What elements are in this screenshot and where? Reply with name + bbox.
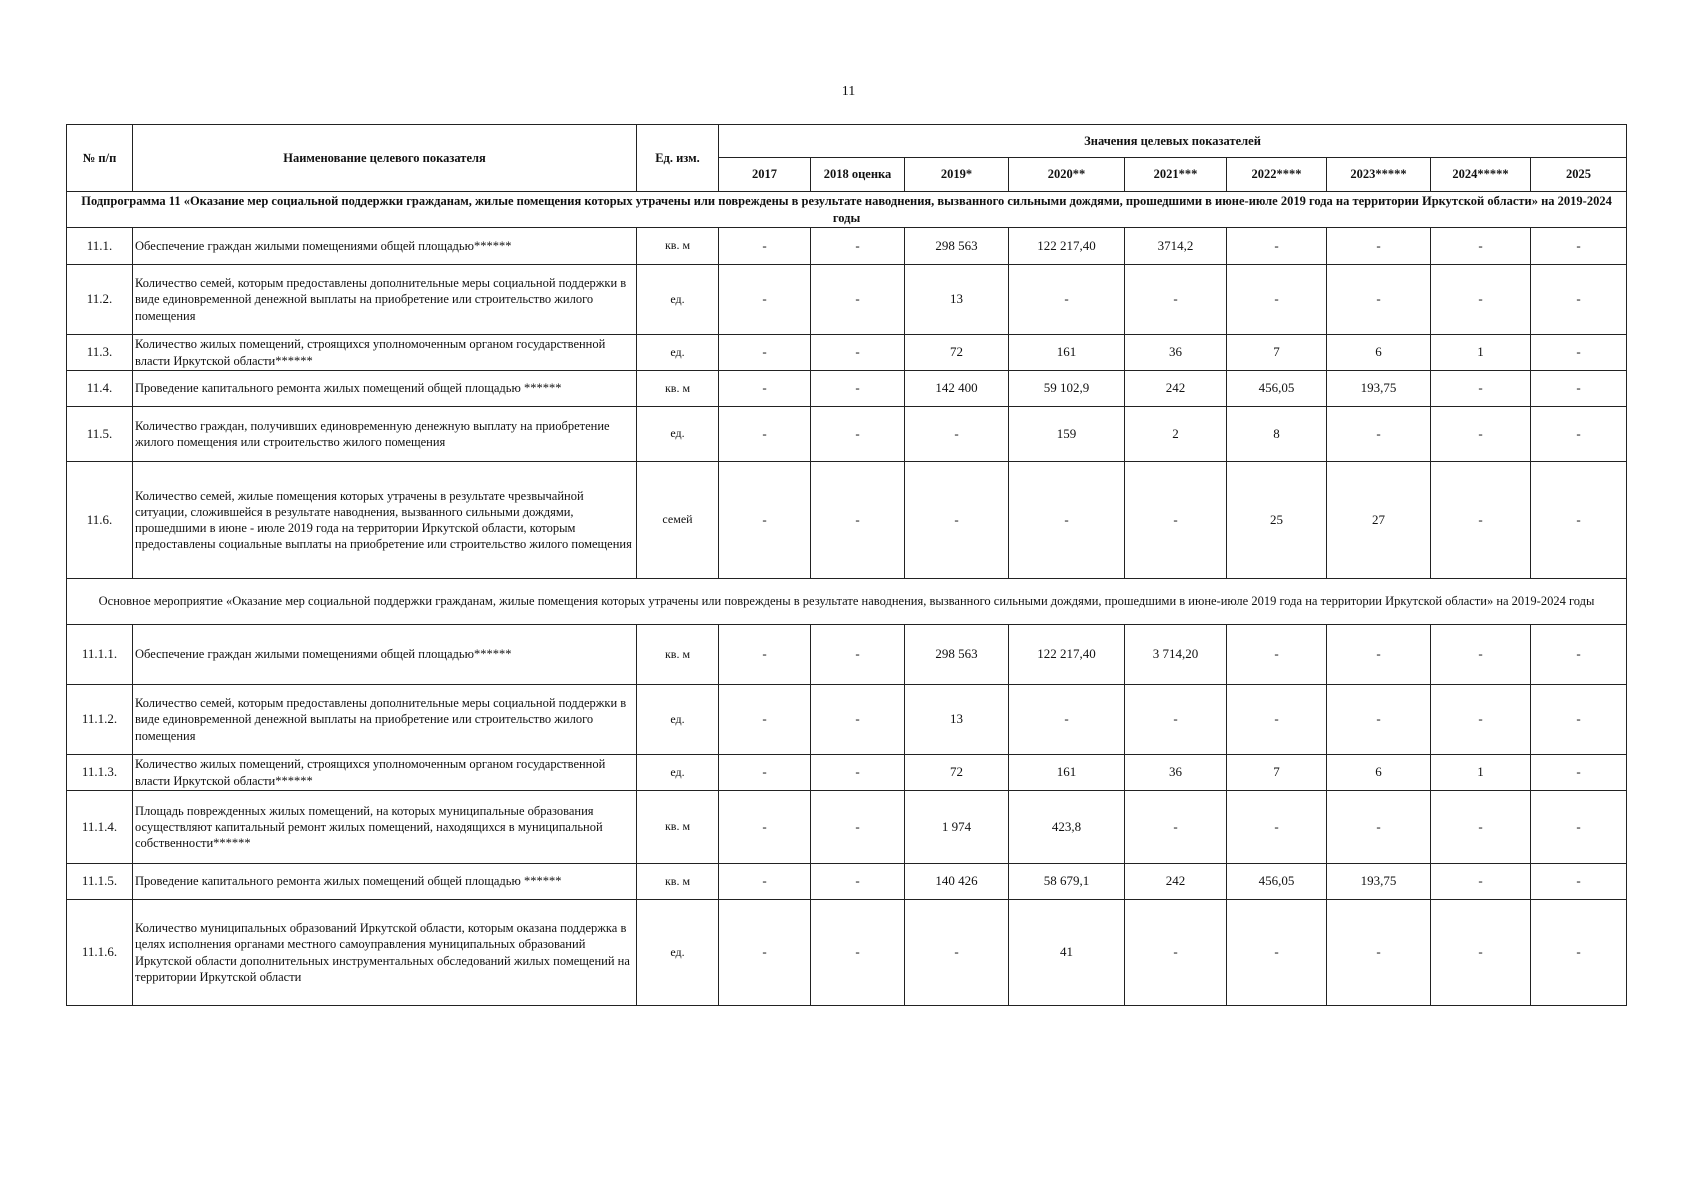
indicator-value: -: [1531, 864, 1627, 900]
indicator-value: -: [811, 265, 905, 335]
row-number: 11.1.5.: [67, 864, 133, 900]
indicator-value: -: [1531, 685, 1627, 755]
indicator-value: 7: [1227, 755, 1327, 791]
indicator-value: -: [719, 755, 811, 791]
indicator-value: 6: [1327, 755, 1431, 791]
indicator-value: -: [811, 228, 905, 265]
indicator-value: 41: [1009, 900, 1125, 1006]
indicator-value: 242: [1125, 864, 1227, 900]
indicator-value: -: [1431, 864, 1531, 900]
row-number: 11.1.3.: [67, 755, 133, 791]
indicator-name: Проведение капитального ремонта жилых помещений общей площадью ******: [133, 864, 637, 900]
table-row: [67, 864, 1627, 900]
target-indicators-table: [66, 124, 1627, 1006]
unit-of-measure: кв. м: [637, 371, 719, 407]
indicator-value: -: [1531, 265, 1627, 335]
header-name: Наименование целевого показателя: [133, 125, 637, 192]
indicator-value: -: [719, 407, 811, 462]
indicator-value: 13: [905, 685, 1009, 755]
indicator-value: -: [905, 462, 1009, 579]
indicator-value: -: [1125, 265, 1227, 335]
unit-of-measure: ед.: [637, 407, 719, 462]
indicator-value: -: [1227, 228, 1327, 265]
indicator-value: 159: [1009, 407, 1125, 462]
header-year: 2023*****: [1327, 158, 1431, 192]
indicator-value: -: [719, 864, 811, 900]
indicator-value: -: [1431, 791, 1531, 864]
indicator-value: 3 714,20: [1125, 625, 1227, 685]
indicator-value: -: [1125, 900, 1227, 1006]
table-row: [67, 685, 1627, 755]
row-number: 11.1.4.: [67, 791, 133, 864]
unit-of-measure: кв. м: [637, 625, 719, 685]
indicator-value: -: [1531, 462, 1627, 579]
indicator-value: 13: [905, 265, 1009, 335]
indicator-value: -: [811, 685, 905, 755]
indicator-value: -: [1531, 228, 1627, 265]
indicator-value: 122 217,40: [1009, 625, 1125, 685]
indicator-value: -: [1227, 265, 1327, 335]
row-number: 11.1.: [67, 228, 133, 265]
indicator-value: -: [719, 685, 811, 755]
indicator-value: -: [1227, 791, 1327, 864]
table-row: [67, 371, 1627, 407]
row-number: 11.3.: [67, 335, 133, 371]
indicator-value: -: [905, 407, 1009, 462]
indicator-value: -: [1125, 685, 1227, 755]
indicator-name: Количество муниципальных образований Иркутской области, которым оказана поддержка в целях исполнения органами местного самоуправления муниципальных образований Иркутской области дополнительных инструментальных обследований жилых помещений на территории Иркутской области: [133, 900, 637, 1006]
indicator-value: -: [1327, 791, 1431, 864]
indicator-value: -: [1531, 791, 1627, 864]
table-row: [67, 791, 1627, 864]
indicator-value: -: [811, 462, 905, 579]
header-year: 2022****: [1227, 158, 1327, 192]
header-year: 2025: [1531, 158, 1627, 192]
indicator-value: -: [1531, 335, 1627, 371]
indicator-value: 423,8: [1009, 791, 1125, 864]
indicator-value: 59 102,9: [1009, 371, 1125, 407]
table-header: [67, 125, 1627, 192]
row-number: 11.4.: [67, 371, 133, 407]
indicator-value: -: [1009, 685, 1125, 755]
unit-of-measure: ед.: [637, 685, 719, 755]
row-number: 11.5.: [67, 407, 133, 462]
unit-of-measure: кв. м: [637, 228, 719, 265]
indicator-value: -: [1327, 265, 1431, 335]
indicator-value: 2: [1125, 407, 1227, 462]
indicator-name: Количество жилых помещений, строящихся уполномоченным органом государственной власти Иркутской области******: [133, 335, 637, 371]
row-number: 11.1.1.: [67, 625, 133, 685]
table-row: [67, 755, 1627, 791]
unit-of-measure: ед.: [637, 265, 719, 335]
indicator-value: -: [1431, 228, 1531, 265]
table-row: [67, 228, 1627, 265]
indicator-value: 1: [1431, 755, 1531, 791]
indicator-value: -: [811, 335, 905, 371]
table-row: [67, 625, 1627, 685]
unit-of-measure: ед.: [637, 900, 719, 1006]
indicator-value: 1 974: [905, 791, 1009, 864]
indicator-value: -: [1227, 625, 1327, 685]
indicator-value: 142 400: [905, 371, 1009, 407]
indicator-value: 193,75: [1327, 371, 1431, 407]
indicator-value: 161: [1009, 335, 1125, 371]
table-row: [67, 900, 1627, 1006]
indicator-value: 140 426: [905, 864, 1009, 900]
indicator-name: Количество семей, которым предоставлены дополнительные меры социальной поддержки в виде единовременной денежной выплаты на приобретение или строительство жилого помещения: [133, 265, 637, 335]
indicator-value: -: [1009, 462, 1125, 579]
unit-of-measure: ед.: [637, 755, 719, 791]
indicator-value: -: [811, 900, 905, 1006]
header-values-group: Значения целевых показателей: [719, 125, 1627, 158]
indicator-value: -: [1431, 900, 1531, 1006]
indicator-value: -: [719, 625, 811, 685]
indicator-value: -: [719, 462, 811, 579]
indicator-value: 58 679,1: [1009, 864, 1125, 900]
header-year: 2018 оценка: [811, 158, 905, 192]
indicator-name: Количество жилых помещений, строящихся уполномоченным органом государственной власти Иркутской области******: [133, 755, 637, 791]
indicator-value: -: [811, 755, 905, 791]
indicator-value: -: [1327, 625, 1431, 685]
table-row: [67, 335, 1627, 371]
row-number: 11.6.: [67, 462, 133, 579]
indicator-value: 298 563: [905, 228, 1009, 265]
indicator-value: -: [719, 791, 811, 864]
indicator-value: 456,05: [1227, 864, 1327, 900]
unit-of-measure: кв. м: [637, 864, 719, 900]
table-row: [67, 265, 1627, 335]
indicator-value: 456,05: [1227, 371, 1327, 407]
indicator-value: -: [1531, 371, 1627, 407]
indicator-value: -: [1227, 685, 1327, 755]
indicator-value: 1: [1431, 335, 1531, 371]
indicator-value: -: [1431, 265, 1531, 335]
row-number: 11.1.6.: [67, 900, 133, 1006]
page-number: 11: [841, 84, 856, 99]
indicator-value: -: [1009, 265, 1125, 335]
indicator-value: 36: [1125, 755, 1227, 791]
header-unit: Ед. изм.: [637, 125, 719, 192]
indicator-value: -: [1125, 462, 1227, 579]
indicator-value: 8: [1227, 407, 1327, 462]
indicator-value: -: [1327, 900, 1431, 1006]
indicator-value: 72: [905, 335, 1009, 371]
row-number: 11.2.: [67, 265, 133, 335]
indicator-value: -: [811, 407, 905, 462]
indicator-name: Проведение капитального ремонта жилых помещений общей площадью ******: [133, 371, 637, 407]
indicator-value: -: [719, 265, 811, 335]
header-year: 2021***: [1125, 158, 1227, 192]
indicator-value: 242: [1125, 371, 1227, 407]
indicator-value: -: [1227, 900, 1327, 1006]
indicator-value: -: [811, 864, 905, 900]
indicator-value: -: [1531, 755, 1627, 791]
indicator-value: 27: [1327, 462, 1431, 579]
indicator-name: Площадь поврежденных жилых помещений, на которых муниципальные образования осуществляют капитальный ремонт жилых помещений, находящихся в муниципальной собственности******: [133, 791, 637, 864]
indicator-value: -: [1431, 407, 1531, 462]
indicator-value: -: [1327, 685, 1431, 755]
section2-title: Основное мероприятие «Оказание мер социальной поддержки гражданам, жилые помещения которых утрачены или повреждены в результате наводнения, вызванного сильными дождями, прошедшими в июне-июле 2019 года на территории Иркутской области» на 2019-2024 годы: [67, 579, 1627, 625]
indicator-value: 36: [1125, 335, 1227, 371]
unit-of-measure: кв. м: [637, 791, 719, 864]
table-row: [67, 462, 1627, 579]
indicator-value: 7: [1227, 335, 1327, 371]
indicator-value: -: [719, 335, 811, 371]
indicator-value: -: [1531, 625, 1627, 685]
indicator-name: Обеспечение граждан жилыми помещениями общей площадью******: [133, 625, 637, 685]
indicator-value: -: [719, 371, 811, 407]
indicator-value: 161: [1009, 755, 1125, 791]
indicator-value: -: [1531, 407, 1627, 462]
indicator-value: -: [1431, 685, 1531, 755]
indicator-value: -: [811, 791, 905, 864]
unit-of-measure: семей: [637, 462, 719, 579]
header-year: 2024*****: [1431, 158, 1531, 192]
indicator-value: 122 217,40: [1009, 228, 1125, 265]
indicator-value: -: [1531, 900, 1627, 1006]
indicator-value: -: [811, 371, 905, 407]
indicator-value: -: [719, 228, 811, 265]
indicator-value: 25: [1227, 462, 1327, 579]
indicator-value: 6: [1327, 335, 1431, 371]
indicator-value: 298 563: [905, 625, 1009, 685]
indicator-name: Количество семей, жилые помещения которых утрачены в результате чрезвычайной ситуации, сложившейся в результате наводнения, вызванного сильными дождями, прошедшими в июне - июле 2019 года на территории Иркутской области, которым предоставлены социальные выплаты на приобретение или строительство жилого помещения: [133, 462, 637, 579]
header-num: № п/п: [67, 125, 133, 192]
indicator-value: -: [1125, 791, 1227, 864]
indicator-value: -: [905, 900, 1009, 1006]
indicator-value: 72: [905, 755, 1009, 791]
table-row: [67, 407, 1627, 462]
header-year: 2020**: [1009, 158, 1125, 192]
section1-title: Подпрограмма 11 «Оказание мер социальной поддержки гражданам, жилые помещения которых утрачены или повреждены в результате наводнения, вызванного сильными дождями, прошедшими в июне-июле 2019 года на территории Иркутской области» на 2019-2024 годы: [67, 192, 1627, 228]
indicator-value: 3714,2: [1125, 228, 1227, 265]
unit-of-measure: ед.: [637, 335, 719, 371]
indicator-value: -: [1327, 228, 1431, 265]
header-year: 2019*: [905, 158, 1009, 192]
indicator-name: Количество семей, которым предоставлены дополнительные меры социальной поддержки в виде единовременной денежной выплаты на приобретение или строительство жилого помещения: [133, 685, 637, 755]
indicator-value: -: [811, 625, 905, 685]
indicator-value: -: [1327, 407, 1431, 462]
header-year: 2017: [719, 158, 811, 192]
indicator-value: -: [1431, 462, 1531, 579]
indicator-value: -: [1431, 371, 1531, 407]
indicator-value: 193,75: [1327, 864, 1431, 900]
indicator-value: -: [719, 900, 811, 1006]
row-number: 11.1.2.: [67, 685, 133, 755]
indicator-name: Количество граждан, получивших единовременную денежную выплату на приобретение жилого помещения или строительство жилого помещения: [133, 407, 637, 462]
indicator-name: Обеспечение граждан жилыми помещениями общей площадью******: [133, 228, 637, 265]
indicator-value: -: [1431, 625, 1531, 685]
